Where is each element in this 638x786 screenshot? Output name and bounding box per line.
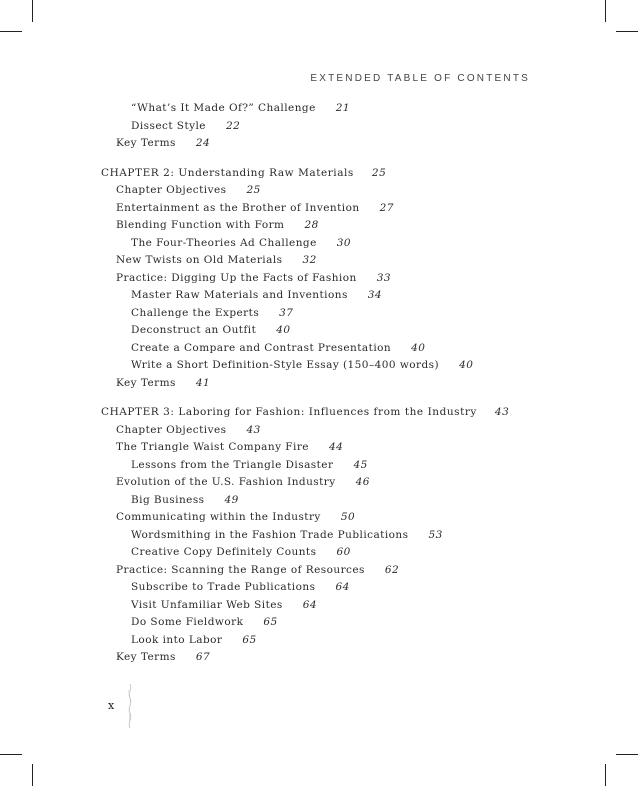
page-number: x [108, 699, 116, 712]
toc-entry[interactable] [116, 254, 317, 267]
entry-page: 64 [302, 599, 318, 611]
entry-page: 40 [459, 359, 474, 371]
chapter-heading[interactable] [101, 406, 509, 419]
entry-title: Key Terms [116, 377, 176, 389]
entry-title: Look into Labor [131, 634, 223, 646]
entry-title: Practice: Scanning the Range of Resources [116, 564, 365, 576]
entry-page: 62 [384, 564, 400, 576]
entry-page: 33 [376, 272, 391, 284]
entry-page: 34 [367, 289, 383, 301]
entry-title: Dissect Style [131, 120, 206, 132]
toc-entry[interactable] [116, 377, 210, 390]
entry-page: 65 [242, 634, 257, 646]
chapter-heading[interactable] [101, 167, 386, 180]
toc-entry[interactable] [131, 289, 382, 302]
toc-entry[interactable] [131, 120, 240, 133]
entry-page: 53 [428, 529, 443, 541]
entry-title: Big Business [131, 494, 205, 506]
entry-page: 44 [328, 441, 344, 453]
toc-entry[interactable] [131, 581, 350, 594]
toc-entry[interactable] [116, 184, 261, 197]
toc-entry[interactable] [131, 307, 293, 320]
entry-page: 43 [494, 406, 510, 418]
entry-title: New Twists on Old Materials [116, 254, 283, 266]
toc-entry[interactable] [131, 546, 351, 559]
entry-page: 32 [302, 254, 317, 266]
entry-page: 65 [263, 616, 278, 628]
entry-page: 46 [355, 476, 370, 488]
entry-page: 28 [304, 219, 319, 231]
running-header: EXTENDED TABLE OF CONTENTS [310, 73, 530, 84]
entry-title: Key Terms [116, 651, 176, 663]
entry-title: Do Some Fieldwork [131, 616, 244, 628]
entry-page: 64 [335, 581, 350, 593]
toc-entry[interactable] [116, 651, 210, 664]
entry-title: Create a Compare and Contrast Presentation [131, 342, 392, 354]
entry-title: The Triangle Waist Company Fire [116, 441, 309, 453]
toc-entry[interactable] [116, 511, 355, 524]
entry-title: Wordsmithing in the Fashion Trade Publications [131, 529, 409, 541]
entry-title: CHAPTER 2: Understanding Raw Materials [101, 167, 354, 179]
toc-entry[interactable] [116, 424, 261, 437]
decorative-flourish-icon [126, 684, 134, 728]
entry-page: 67 [195, 651, 211, 663]
toc-entry[interactable] [116, 441, 343, 454]
entry-page: 41 [195, 377, 211, 389]
entry-title: Blending Function with Form [116, 219, 285, 231]
entry-page: 60 [336, 546, 351, 558]
toc-entry[interactable] [131, 459, 368, 472]
toc-entry[interactable] [116, 564, 399, 577]
toc-entry[interactable] [131, 237, 351, 250]
entry-page: 50 [340, 511, 356, 523]
entry-title: Entertainment as the Brother of Invention [116, 202, 360, 214]
entry-title: Deconstruct an Outfit [131, 324, 257, 336]
entry-title: Chapter Objectives [116, 184, 227, 196]
entry-title: Lessons from the Triangle Disaster [131, 459, 334, 471]
entry-title: Master Raw Materials and Inventions [131, 289, 348, 301]
toc-entry[interactable] [131, 494, 239, 507]
entry-title: Write a Short Definition-Style Essay (150–400 words) [131, 359, 440, 371]
entry-page: 37 [279, 307, 294, 319]
toc-entry[interactable] [131, 599, 317, 612]
entry-page: 25 [246, 184, 261, 196]
toc-entry[interactable] [116, 202, 394, 215]
toc-entry[interactable] [131, 616, 278, 629]
entry-page: 25 [371, 167, 387, 179]
entry-page: 40 [411, 342, 426, 354]
entry-title: CHAPTER 3: Laboring for Fashion: Influences from the Industry [101, 406, 477, 418]
entry-page: 21 [335, 102, 351, 114]
entry-page: 30 [336, 237, 352, 249]
entry-title: Evolution of the U.S. Fashion Industry [116, 476, 336, 488]
entry-title: Chapter Objectives [116, 424, 227, 436]
toc-entry[interactable] [116, 137, 210, 150]
toc-entry[interactable] [116, 219, 319, 232]
entry-page: 49 [224, 494, 239, 506]
entry-page: 43 [246, 424, 261, 436]
toc-entry[interactable] [116, 476, 370, 489]
entry-page: 27 [379, 202, 394, 214]
toc-entry[interactable] [131, 529, 443, 542]
entry-title: Creative Copy Definitely Counts [131, 546, 317, 558]
entry-title: Key Terms [116, 137, 176, 149]
entry-title: Communicating within the Industry [116, 511, 321, 523]
entry-page: 24 [195, 137, 211, 149]
entry-page: 45 [353, 459, 368, 471]
toc-entry[interactable] [131, 634, 257, 647]
toc-entry[interactable] [131, 342, 425, 355]
toc-entry[interactable] [131, 102, 350, 115]
entry-page: 22 [225, 120, 241, 132]
entry-page: 40 [276, 324, 291, 336]
entry-title: Visit Unfamiliar Web Sites [131, 599, 283, 611]
entry-title: The Four-Theories Ad Challenge [131, 237, 317, 249]
entry-title: Subscribe to Trade Publications [131, 581, 316, 593]
entry-title: “What’s It Made Of?” Challenge [131, 102, 316, 114]
entry-title: Challenge the Experts [131, 307, 260, 319]
toc-entry[interactable] [131, 359, 473, 372]
toc-entry[interactable] [131, 324, 291, 337]
entry-title: Practice: Digging Up the Facts of Fashion [116, 272, 357, 284]
toc-entry[interactable] [116, 272, 391, 285]
